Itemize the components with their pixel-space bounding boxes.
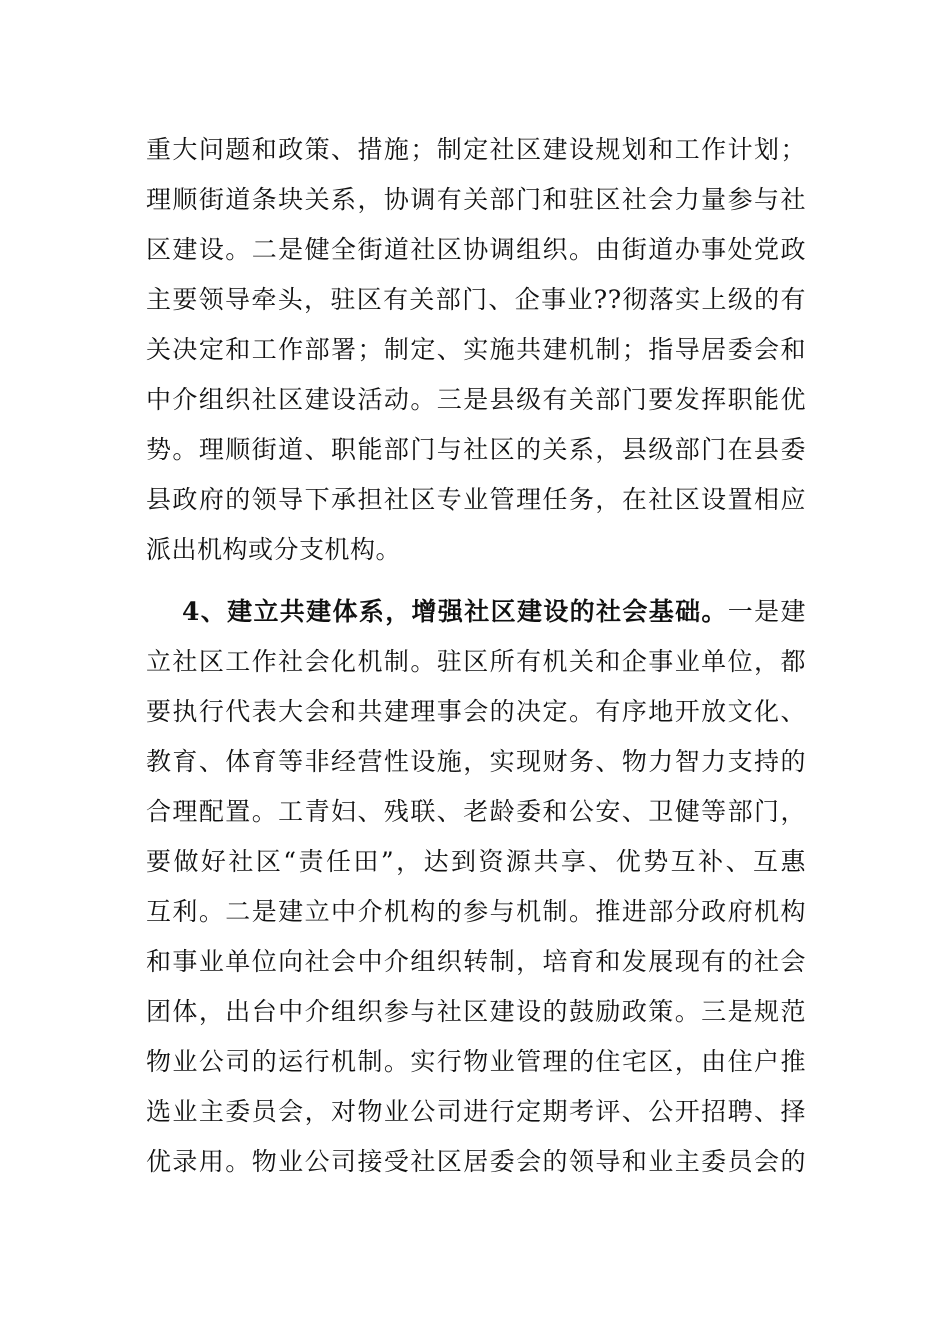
paragraph-1-line: 重大问题和政策、措施；制定社区建设规划和工作计划； (146, 135, 806, 164)
paragraph-1-line: 派出机构或分支机构。 (146, 535, 402, 564)
paragraph-2-line: 立社区工作社会化机制。驻区所有机关和企事业单位，都 (146, 647, 806, 676)
paragraph-1-line: 理顺街道条块关系，协调有关部门和驻区社会力量参与社 (146, 185, 806, 214)
paragraph-2-line: 要执行代表大会和共建理事会的决定。有序地开放文化、 (146, 697, 806, 726)
paragraph-1-line: 主要领导牵头，驻区有关部门、企事业??彻落实上级的有 (146, 285, 806, 314)
paragraph-2-line: 要做好社区“责任田”，达到资源共享、优势互补、互惠 (146, 847, 806, 876)
paragraph-2-line: 和事业单位向社会中介组织转制，培育和发展现有的社会 (146, 947, 806, 976)
paragraph-2-line: 物业公司的运行机制。实行物业管理的住宅区，由住户推 (146, 1047, 806, 1076)
paragraph-2-first-line (146, 592, 806, 632)
paragraph-2-line: 合理配置。工青妇、残联、老龄委和公安、卫健等部门， (146, 797, 806, 826)
paragraph-1-line: 中介组织社区建设活动。三是县级有关部门要发挥职能优 (146, 385, 806, 414)
paragraph-2-line: 团体，出台中介组织参与社区建设的鼓励政策。三是规范 (146, 997, 806, 1026)
paragraph-1-line: 县政府的领导下承担社区专业管理任务，在社区设置相应 (146, 485, 806, 514)
paragraph-2-line: 互利。二是建立中介机构的参与机制。推进部分政府机构 (146, 897, 806, 926)
paragraph-2-line: 优录用。物业公司接受社区居委会的领导和业主委员会的 (146, 1147, 806, 1176)
section-heading: 4、建立共建体系，增强社区建设的社会基础。 (182, 597, 728, 626)
paragraph-2-first-line-rest: 一是建 (727, 597, 806, 626)
paragraph-1-line: 关决定和工作部署；制定、实施共建机制；指导居委会和 (146, 335, 806, 364)
paragraph-1-line: 势。理顺街道、职能部门与社区的关系，县级部门在县委 (146, 435, 806, 464)
paragraph-1-line: 区建设。二是健全街道社区协调组织。由街道办事处党政 (146, 235, 806, 264)
paragraph-2-line: 选业主委员会，对物业公司进行定期考评、公开招聘、择 (146, 1097, 806, 1126)
paragraph-2-line: 教育、体育等非经营性设施，实现财务、物力智力支持的 (146, 747, 806, 776)
